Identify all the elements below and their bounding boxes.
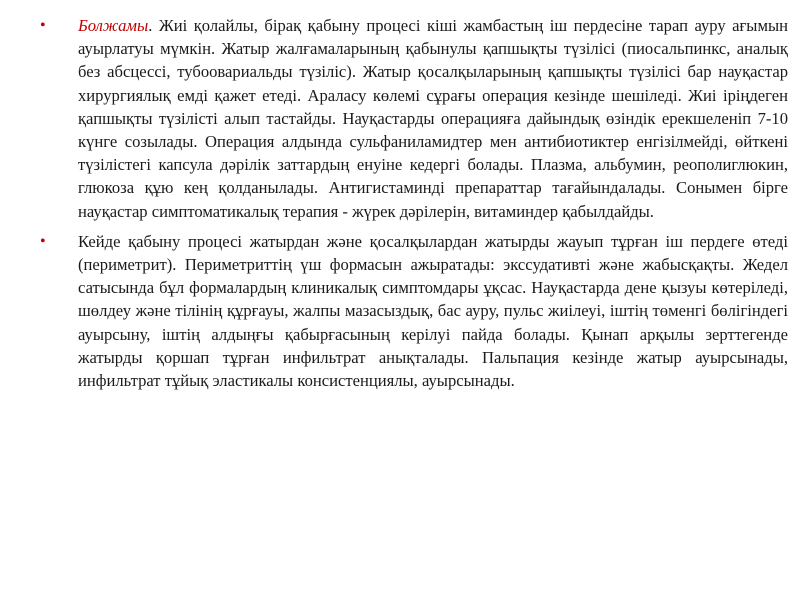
bullet-text: Кейде қабыну процесі жатырдан және қосалқылардан жатырды жауып тұрған іш пердеге өтеді (периметрит). Периметриттің үш формасын ажыратады: экссудативті және жабысқақты. Жедел сатысында бұл формалардың клиникалық симптомдары ұқсас. Науқастарда дене қызуы көтеріледі, шөлдеу және тілінің құрғауы, жалпы мазасыздық, бас ауру, пульс жиілеуі, іштің төменгі бөлігіндегі ауырсыну, іштің алдыңғы қабырғасының керілуі пайда болады. Қынап арқылы зерттегенде жатырды қоршап тұрған инфильтрат анықталады. Пальпация кезінде жатыр ауырсынады, инфильтрат тұйық эластикалы консистенциялы, ауырсынады.	[78, 231, 788, 391]
bullet-item-perimetritis	[40, 230, 788, 392]
bullet-icon: •	[40, 17, 46, 34]
bullet-item-prognosis	[40, 14, 788, 223]
bullet-icon: •	[40, 232, 46, 250]
bullet-list	[40, 14, 788, 399]
lead-term-prognosis: Болжамы	[78, 16, 149, 35]
bullet-text: . Жиі қолайлы, бірақ қабыну процесі кіші жамбастың іш пердесіне тарап ауру ағымын ауырлатуы мүмкін. Жатыр жалғамаларының қабынулы қапшықты түзілісі (пиосальпинкс, аналық без абсцессі, тубоовариальды түзіліс). Жатыр қосалқыларының қапшықты түзілісі бар науқастар хирургиялық емді қажет етеді. Араласу көлемі сұрағы операция кезінде шешіледі. Жиі іріңдеген қапшықты түзілісті алып тастайды. Науқастарды операцияға дайындық өзіндік ерекшеленіп 7-10 күнге созылады. Операция алдында сульфаниламидтер мен антибиотиктер енгізілмейді, өйткені түзілістегі капсула дәрілік заттардың енуіне кедергі болады. Плазма, альбумин, реополиглюкин, глюкоза құю кең қолданылады. Антигистаминді препараттар тағайындалады. Сонымен бірге науқастар симптоматикалық терапия - жүрек дәрілерін, витаминдер қабылдайды.	[78, 16, 788, 221]
